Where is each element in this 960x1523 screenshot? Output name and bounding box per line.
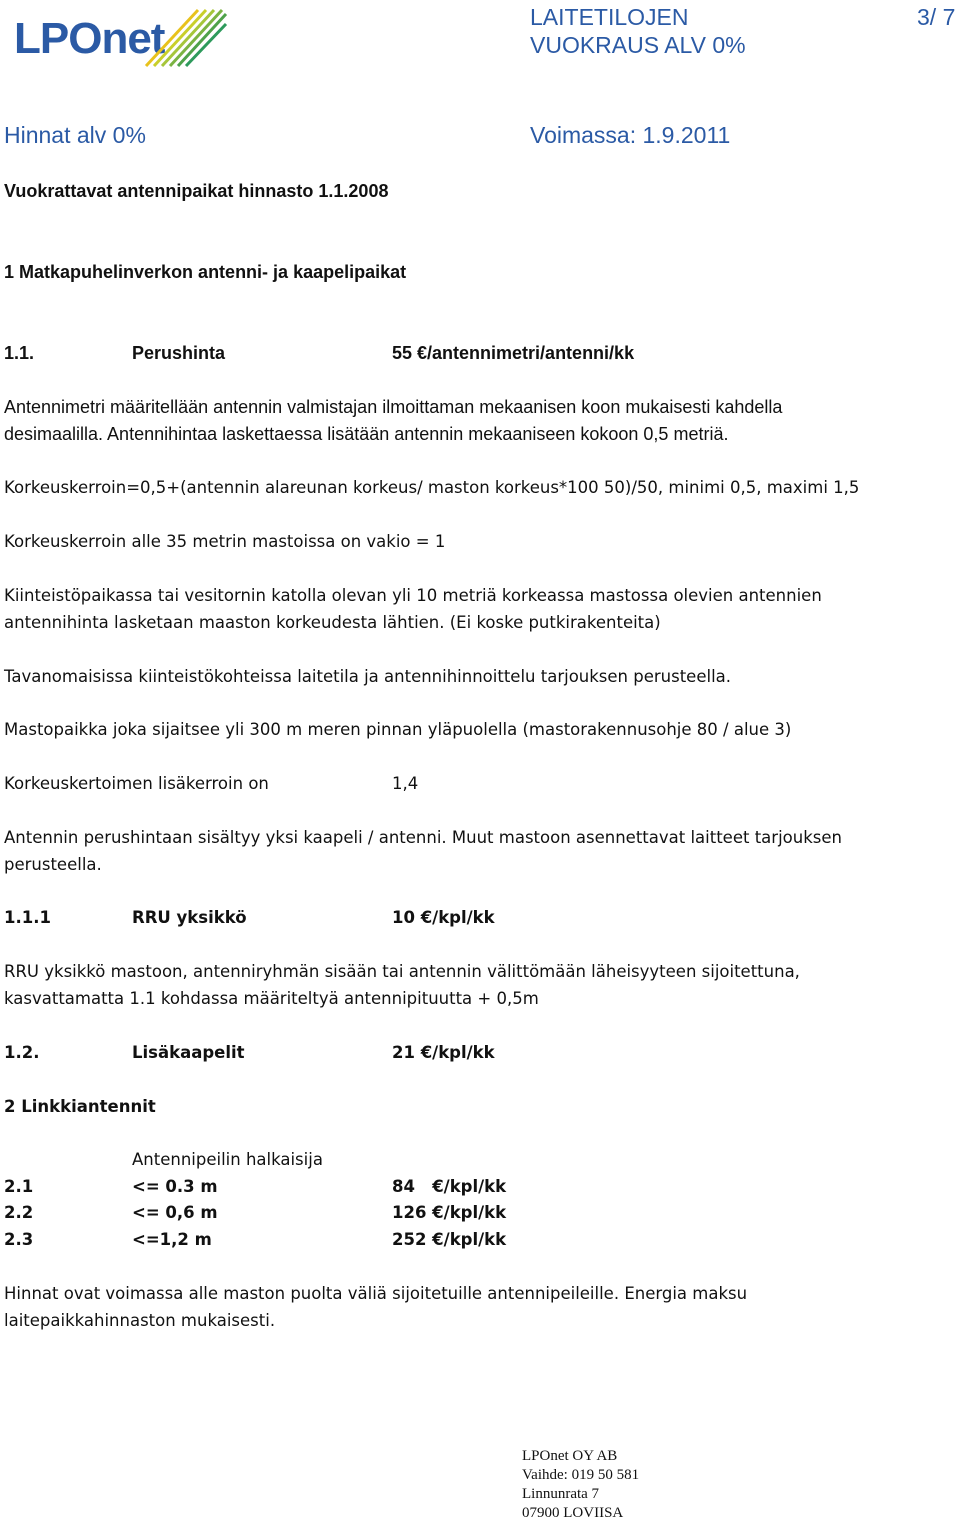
antennipeili-column-header: Antennipeilin halkaisija [132,1150,323,1169]
footer-phone: Vaihde: 019 50 581 [522,1467,640,1483]
mastopaikka-paragraph: Mastopaikka joka sijaitsee yli 300 m meren pinnan yläpuolella (mastorakennusohje 80 / alue 3) [4,720,792,739]
link-row-2-2-size: <= 0,6 m [132,1203,218,1222]
logo-stripes-graphic [138,6,228,68]
link-row-2-1-number: 2.1 [4,1177,34,1196]
header-title-line1: LAITETILOJEN [530,4,689,30]
logo-text: LPOnet [14,14,165,63]
section1-heading: 1 Matkapuhelinverkon antenni- ja kaapelipaikat [4,262,407,282]
footer-city: 07900 LOVIISA [522,1505,624,1521]
item-1-1-label: Perushinta [132,343,226,363]
lisakerroin-label: Korkeuskertoimen lisäkerroin on [4,774,269,793]
item-1-1-price: 55 €/antennimetri/antenni/kk [392,343,635,363]
page-number: 3/ 7 [917,4,956,30]
link-row-2-3-number: 2.3 [4,1230,34,1249]
section2-heading: 2 Linkkiantennit [4,1097,156,1116]
item-1-2-label: Lisäkaapelit [132,1043,245,1062]
item-1-2-price: 21 €/kpl/kk [392,1043,495,1062]
item-1-1-1-price: 10 €/kpl/kk [392,908,495,927]
company-logo [10,6,225,68]
item-1-2-number: 1.2. [4,1043,40,1062]
antennimetri-paragraph-line1: Antennimetri määritellään antennin valmistajan ilmoittaman mekaanisen koon mukaisesti kahdella [4,397,783,417]
link-row-2-2-price: 126 €/kpl/kk [392,1203,507,1222]
vakio-paragraph: Korkeuskerroin alle 35 metrin mastoissa on vakio = 1 [4,532,446,551]
item-1-1-number: 1.1. [4,343,35,363]
item-1-1-1-label: RRU yksikkö [132,908,247,927]
link-row-2-1-size: <= 0.3 m [132,1177,218,1196]
link-row-2-3-size: <=1,2 m [132,1230,212,1249]
korkeuskerroin-paragraph: Korkeuskerroin=0,5+(antennin alareunan korkeus/ maston korkeus*100 50)/50, minimi 0,5, maximi 1,5 [4,478,860,497]
lisakerroin-value: 1,4 [392,774,419,793]
tavanomaisissa-paragraph: Tavanomaisissa kiinteistökohteissa laitetila ja antennihinnoittelu tarjouksen perusteella. [4,667,732,686]
pricelist-heading: Vuokrattavat antennipaikat hinnasto 1.1.2008 [4,181,389,201]
perushinta-paragraph: Antennin perushintaan sisältyy yksi kaapeli / antenni. Muut mastoon asennettavat laitteet tarjouksen perusteella. [4,828,842,874]
footer-street: Linnunrata 7 [522,1486,600,1502]
item-1-1-1-number: 1.1.1 [4,908,51,927]
valid-from-label: Voimassa: 1.9.2011 [530,122,731,148]
link-row-2-2-number: 2.2 [4,1203,34,1222]
link-row-2-1-price: 84 €/kpl/kk [392,1177,507,1196]
rru-paragraph: RRU yksikkö mastoon, antenniryhmän sisään tai antennin välittömään läheisyyteen sijoitettuna, kasvattamatta 1.1 kohdassa määriteltyä antennipituutta + 0,5m [4,962,800,1008]
link-row-2-3-price: 252 €/kpl/kk [392,1230,507,1249]
linkki-note-paragraph: Hinnat ovat voimassa alle maston puolta väliä sijoitetuille antennipeileille. Energia maksu laitepaikkahinnaston mukaisesti. [4,1284,748,1330]
header-title-line2: VUOKRAUS ALV 0% [530,32,746,58]
antennimetri-paragraph-line2: desimaalilla. Antennihintaa laskettaessa lisätään antennin mekaaniseen kokoon 0,5 metriä. [4,424,729,444]
prices-vat-label: Hinnat alv 0% [4,122,146,148]
footer-company: LPOnet OY AB [522,1448,618,1464]
kiinteisto-paragraph: Kiinteistöpaikassa tai vesitornin katolla olevan yli 10 metriä korkeassa mastossa olevien antennien antennihinta lasketaan maaston korkeudesta lähtien. (Ei koske putkirakenteita) [4,586,822,632]
